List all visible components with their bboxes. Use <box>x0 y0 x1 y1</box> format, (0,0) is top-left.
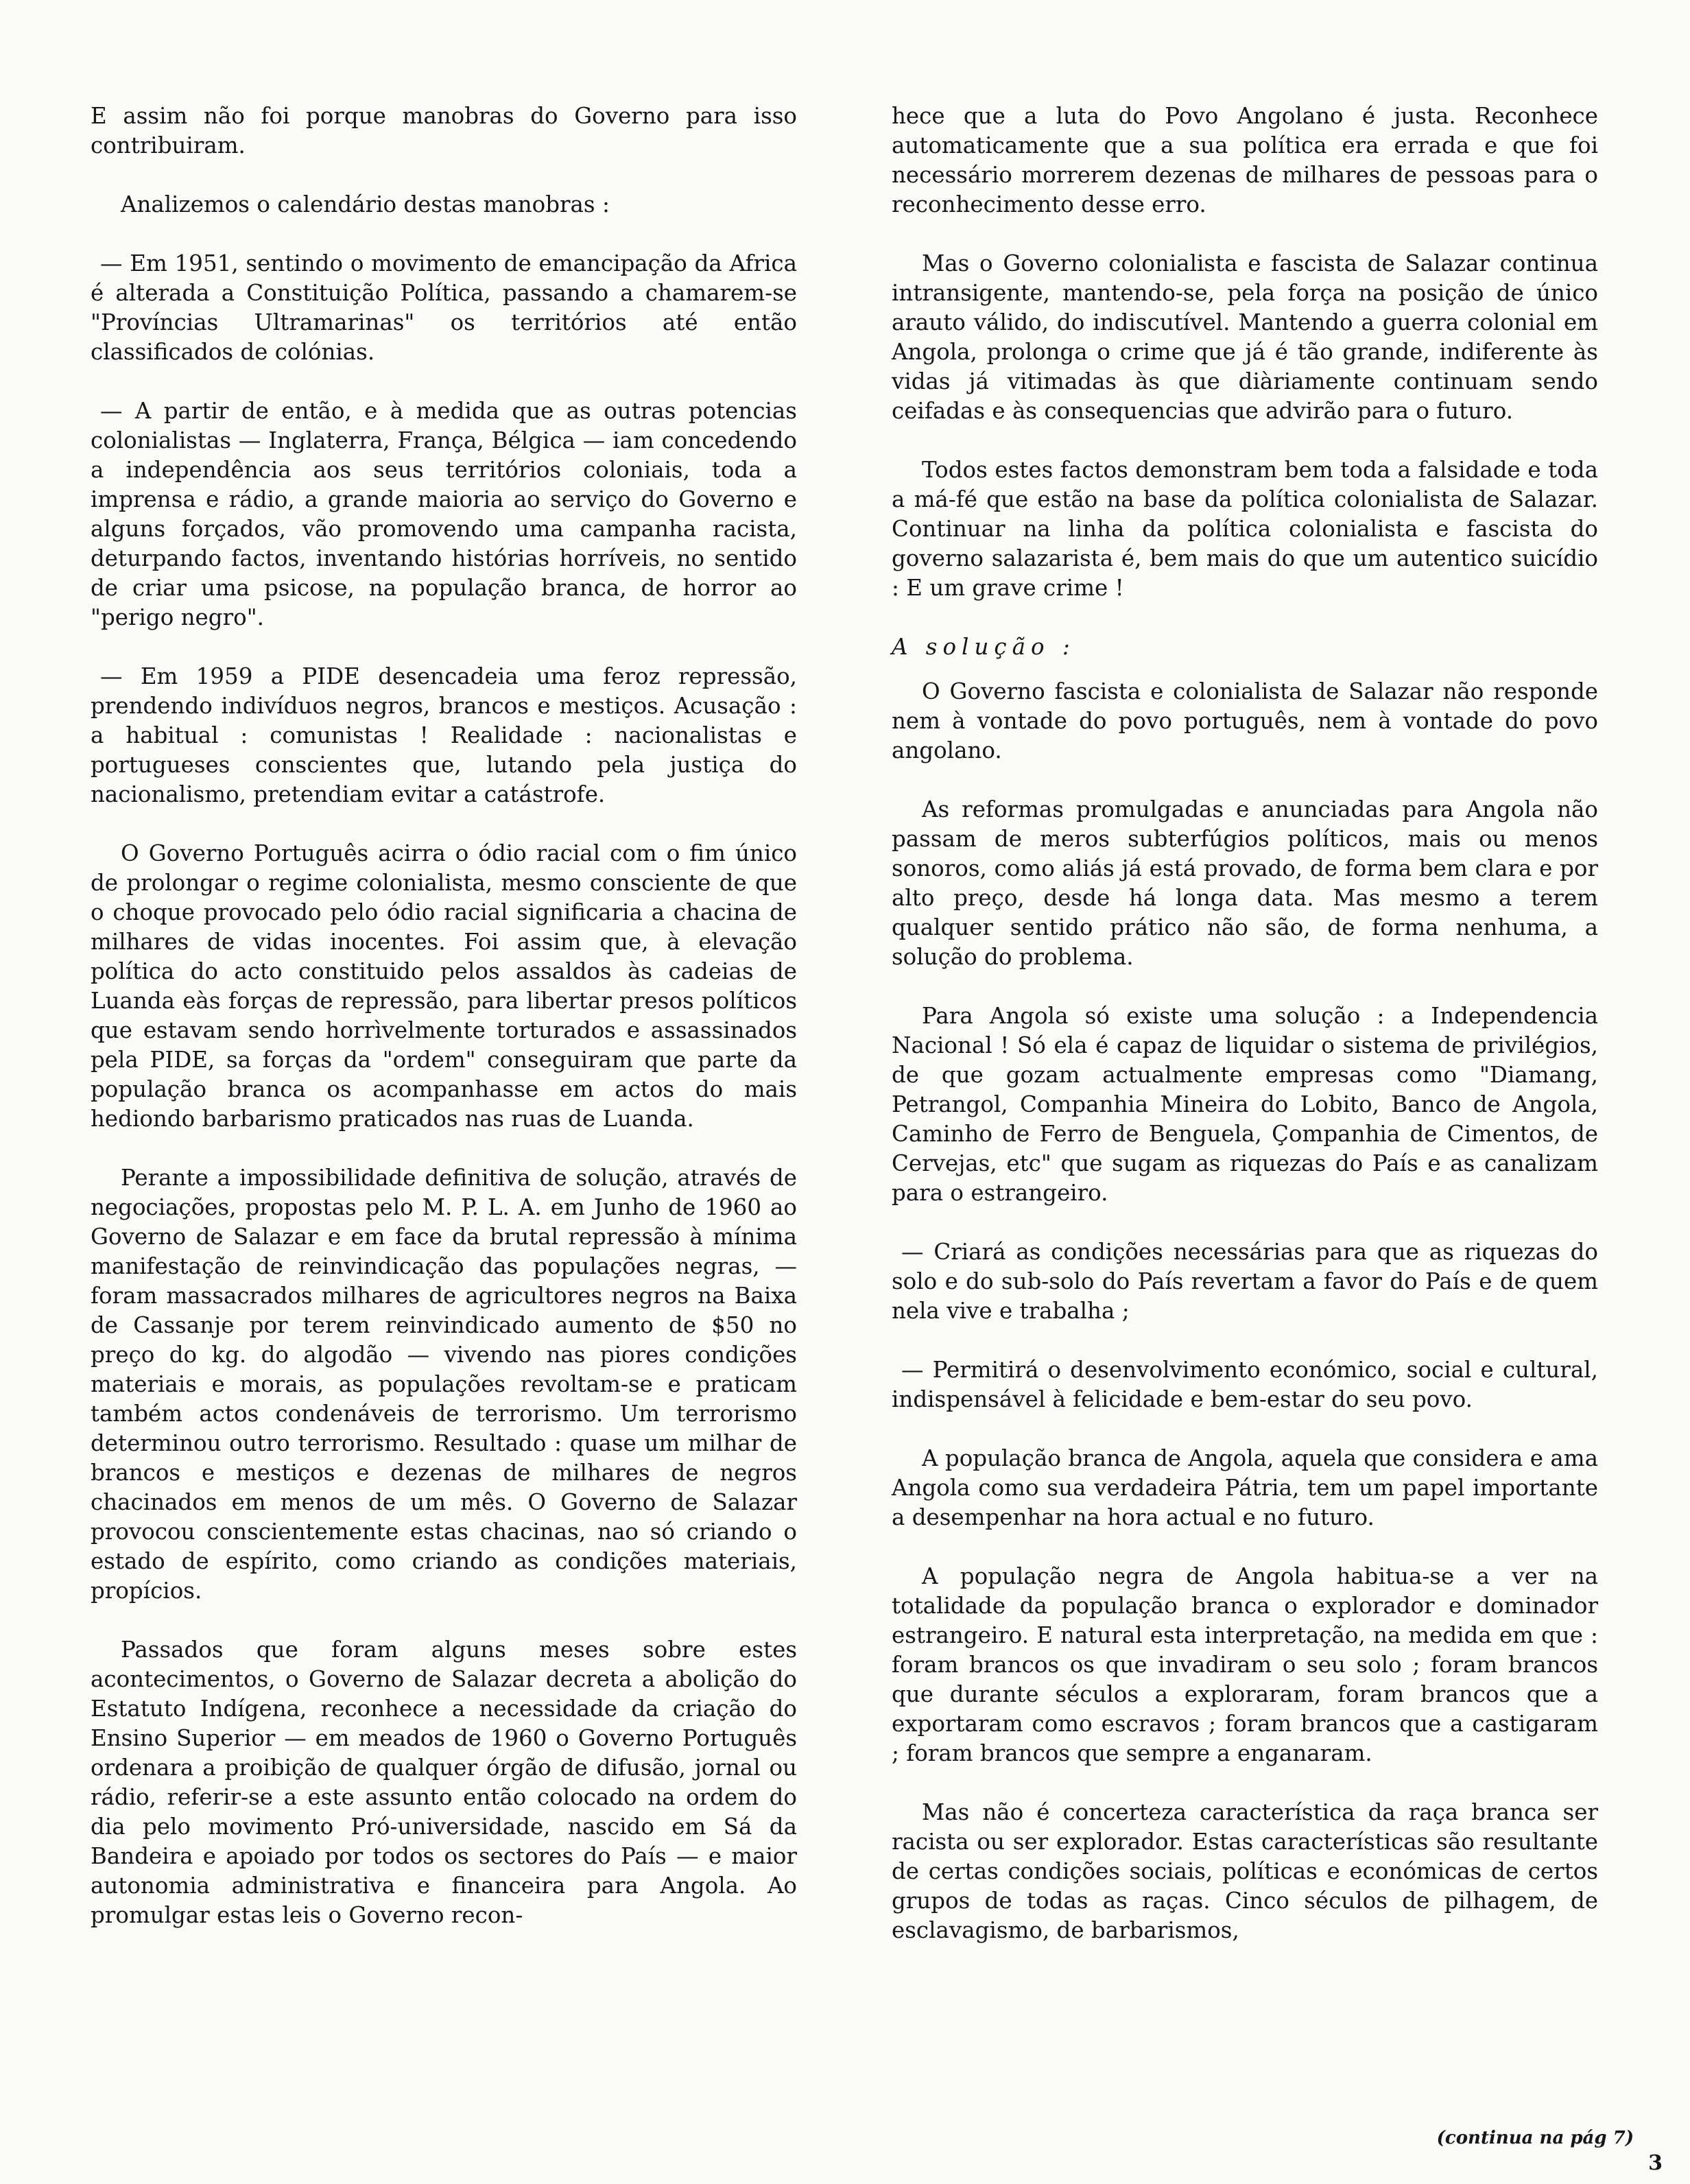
paragraph: Mas não é concerteza característica da raça branca ser racista ou ser explorador. Estas características são resultante de certas condições sociais, políticas e económicas de certos grupos de todas as raças. Cinco séculos de pilhagem, de esclavagismo, de barbarismos, <box>892 1799 1598 1943</box>
paragraph: hece que a luta do Povo Angolano é justa. Reconhece automaticamente que a sua política era errada e que foi necessário morrerem dezenas de milhares de pessoas para o reconhecimento desse erro. <box>892 103 1598 217</box>
paragraph: A população branca de Angola, aquela que considera e ama Angola como sua verdadeira Pátria, tem um papel importante a desempenhar na hora actual e no futuro. <box>892 1445 1598 1530</box>
right-column <box>892 102 1598 1975</box>
paragraph: O Governo Português acirra o ódio racial com o fim único de prolongar o regime colonialista, mesmo consciente de que o choque provocado pelo ódio racial significaria a chacina de milhares de vidas inocentes. Foi assim que, à elevação política do acto constituido pelos assaldos às cadeias de Luanda eàs forças de repressão, para libertar presos políticos que estavam sendo horrìvelmente torturados e assassinados pela PIDE, sa forças da "ordem" conseguiram que parte da população branca os acompanhasse em actos do mais hediondo barbarismo praticados nas ruas de Luanda. <box>91 840 797 1132</box>
paragraph: O Governo fascista e colonialista de Salazar não responde nem à vontade do povo português, nem à vontade do povo angolano. <box>892 678 1598 763</box>
paragraph: A população negra de Angola habitua-se a ver na totalidade da população branca o explorador e dominador estrangeiro. E natural esta interpretação, na medida em que : foram brancos os que invadiram o seu solo ; foram brancos que durante séculos a exploraram, foram brancos que a exportaram como escravos ; foram brancos que a castigaram ; foram brancos que sempre a enganaram. <box>892 1563 1598 1766</box>
page-number: 3 <box>1648 2151 1663 2175</box>
paragraph: Passados que foram alguns meses sobre estes acontecimentos, o Governo de Salazar decreta a abolição do Estatuto Indígena, reconhece a necessidade da criação do Ensino Superior — em meados de 1960 o Governo Português ordenara a proibição de qualquer órgão de difusão, jornal ou rádio, referir-se a este assunto então colocado na ordem do dia pelo movimento Pró-universidade, nascido em Sá da Bandeira e apoiado por todos os sectores do País — e maior autonomia administrativa e financeira para Angola. Ao promulgar estas leis o Governo recon- <box>91 1637 797 1928</box>
paragraph: Mas o Governo colonialista e fascista de Salazar continua intransigente, mantendo-se, pela força na posição de único arauto válido, do indiscutível. Mantendo a guerra colonial em Angola, prolonga o crime que já é tão grande, indiferente às vidas já vitimadas às que diàriamente continuam sendo ceifadas e às consequencias que advirão para o futuro. <box>892 250 1598 424</box>
paragraph: — Em 1951, sentindo o movimento de emancipação da Africa é alterada a Constituição Política, passando a chamarem-se "Províncias Ultramarinas" os territórios até então classificados de colónias. <box>91 250 797 365</box>
paragraph: — A partir de então, e à medida que as outras potencias colonialistas — Inglaterra, França, Bélgica — iam concedendo a independência aos seus territórios coloniais, toda a imprensa e rádio, a grande maioria ao serviço do Governo e alguns forçados, vão promovendo uma campanha racista, deturpando factos, inventando histórias horríveis, no sentido de criar uma psicose, na população branca, de horror ao "perigo negro". <box>91 398 797 630</box>
paragraph: — Em 1959 a PIDE desencadeia uma feroz repressão, prendendo indivíduos negros, brancos e mestiços. Acusação : a habitual : comunistas ! Realidade : nacionalistas e portugueses conscientes que, lutando pela justiça do nacionalismo, pretendiam evitar a catástrofe. <box>91 663 797 807</box>
paragraph: Analizemos o calendário destas manobras : <box>121 191 610 217</box>
continuation-note: (continua na pág 7) <box>1436 2128 1634 2148</box>
paragraph: Para Angola só existe uma solução : a Independencia Nacional ! Só ela é capaz de liquidar o sistema de privilégios, de que gozam actualmente empresas como "Diamang, Petrangol, Companhia Mineira do Lobito, Banco de Angola, Caminho de Ferro de Benguela, Çompanhia de Cimentos, de Cervejas, etc" que sugam as riquezas do País e as canalizam para o estrangeiro. <box>892 1003 1598 1206</box>
paragraph: Perante a impossibilidade definitiva de solução, através de negociações, propostas pelo M. P. L. A. em Junho de 1960 ao Governo de Salazar e em face da brutal repressão à mínima manifestação de reinvindicação das populações negras, — foram massacrados milhares de agricultores negros na Baixa de Cassanje por terem reinvindicado aumento de $50 no preço do kg. do algodão — vivendo nas piores condições materiais e morais, as populações revoltam-se e praticam também actos condenáveis de terrorismo. Um terrorismo determinou outro terrorismo. Resultado : quase um milhar de brancos e mestiços e dezenas de milhares de negros chacinados em menos de um mês. O Governo de Salazar provocou conscientemente estas chacinas, nao só criando o estado de espírito, como criando as condições materiais, propícios. <box>91 1165 797 1604</box>
section-heading: A solução : <box>892 634 1075 660</box>
left-column <box>91 102 797 1960</box>
paragraph: — Permitirá o desenvolvimento económico, social e cultural, indispensável à felicidade e bem-estar do seu povo. <box>892 1357 1598 1412</box>
paragraph: As reformas promulgadas e anunciadas para Angola não passam de meros subterfúgios políticos, mais ou menos sonoros, como aliás já está provado, de forma bem clara e por alto preço, desde há longa data. Mas mesmo a terem qualquer sentido prático não são, de forma nenhuma, a solução do problema. <box>892 796 1598 970</box>
paragraph: Todos estes factos demonstram bem toda a falsidade e toda a má-fé que estão na base da política colonialista de Salazar. Continuar na linha da política colonialista e fascista do governo salazarista é, bem mais do que um autentico suicídio : E um grave crime ! <box>892 457 1598 601</box>
paragraph: E assim não foi porque manobras do Governo para isso contribuiram. <box>91 103 797 158</box>
paragraph: — Criará as condições necessárias para que as riquezas do solo e do sub-solo do País revertam a favor do País e de quem nela vive e trabalha ; <box>892 1239 1598 1324</box>
